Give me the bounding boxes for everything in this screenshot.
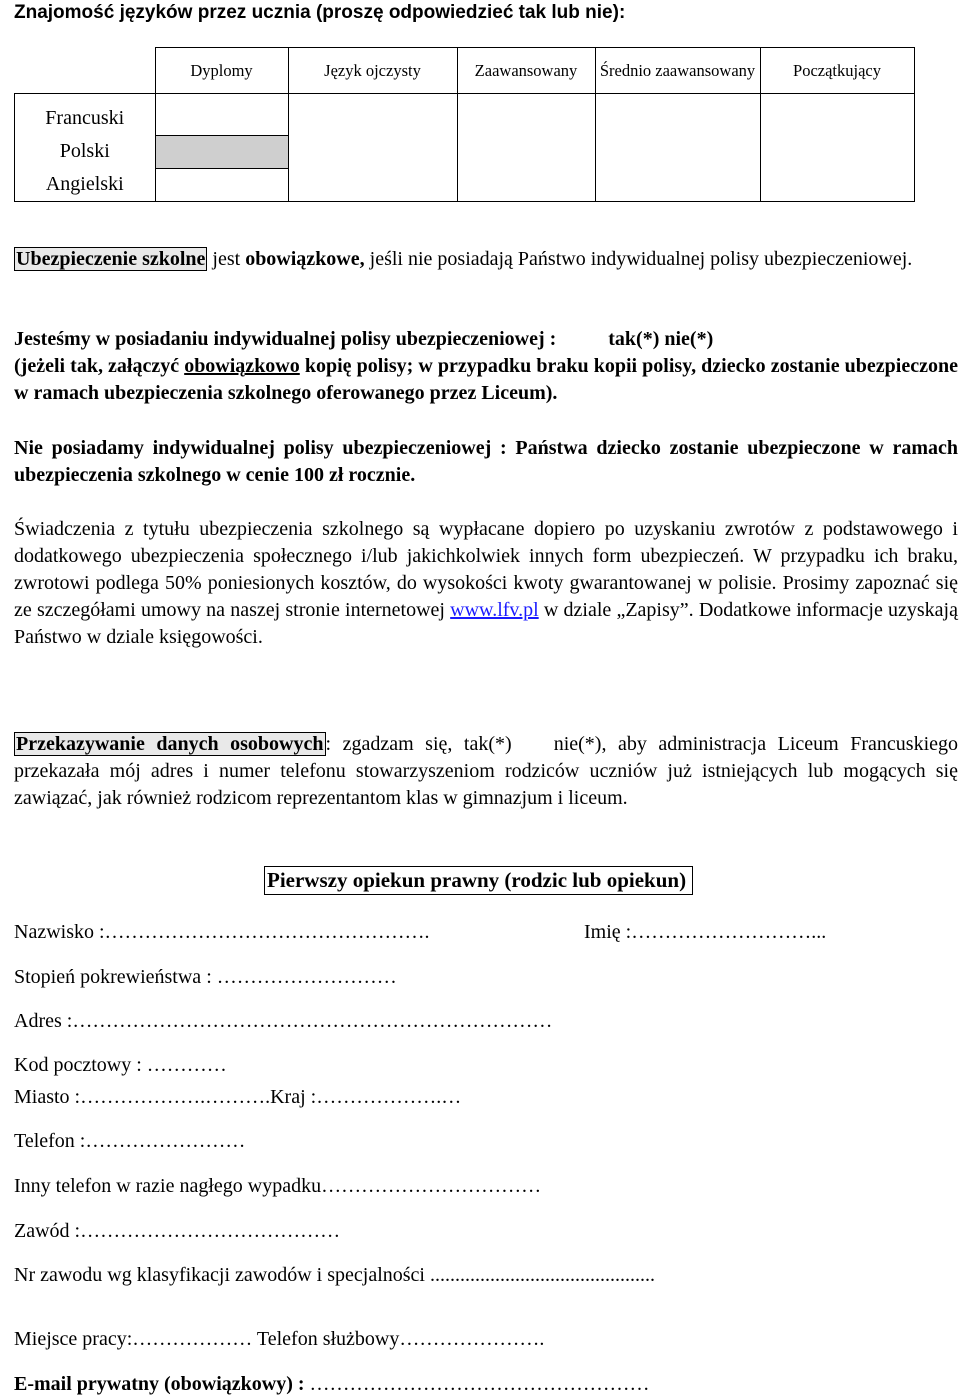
header-beginner: Początkujący (760, 48, 914, 94)
policy-options: tak(*) nie(*) (608, 328, 714, 350)
data-transfer-label: Przekazywanie danych osobowych (16, 733, 324, 755)
city-country-field[interactable]: Miasto :……………….……….Kraj :……………….… (14, 1086, 462, 1108)
phone-field[interactable]: Telefon :…………………… (14, 1130, 246, 1152)
email-label: E-mail prywatny (obowiązkowy) : (14, 1373, 305, 1395)
table-cell-gray (155, 135, 288, 168)
table-cell (595, 168, 760, 202)
email-field[interactable]: E-mail prywatny (obowiązkowy) : …………………………………………… (14, 1373, 650, 1395)
table-cell (760, 135, 914, 168)
table-cell (457, 168, 595, 202)
table-cell (760, 168, 914, 202)
table-cell (595, 135, 760, 168)
row-label-polish: Polski (15, 135, 156, 168)
profession-field[interactable]: Zawód :………………………………… (14, 1220, 341, 1242)
header-diplomas: Dyplomy (155, 48, 288, 94)
emergency-phone-field[interactable]: Inny telefon w razie nagłego wypadku…………………………… (14, 1175, 542, 1197)
row-label-english: Angielski (15, 168, 156, 202)
table-cell (288, 94, 457, 136)
website-link[interactable]: www.lfv.pl (450, 599, 539, 621)
language-heading: Znajomość języków przez ucznia (proszę odpowiedzieć tak lub nie): (14, 2, 626, 23)
language-table (14, 47, 915, 202)
profession-code-field[interactable]: Nr zawodu wg klasyfikacji zawodów i specjalności ............................................. (14, 1264, 655, 1286)
table-cell (760, 94, 914, 136)
table-cell (457, 94, 595, 136)
header-native: Język ojczysty (288, 48, 457, 94)
table-cell (155, 168, 288, 202)
table-cell (155, 94, 288, 136)
guardian-title: Pierwszy opiekun prawny (rodzic lub opiekun) (264, 866, 693, 895)
surname-field[interactable]: Nazwisko :…………………………………………. (14, 921, 430, 943)
relationship-field[interactable]: Stopień pokrewieństwa : ……………………… (14, 966, 397, 988)
table-cell (288, 135, 457, 168)
have-policy-paragraph: Jesteśmy w posiadaniu indywidualnej polisy ubezpieczeniowej : tak(*) nie(*) (jeżeli tak, załączyć obowiązkowo kopię polisy; w przypadku braku kopii polisy, dziecko zostanie ubezpieczone w ramach ubezpieczenia szkolnego oferowanego przez Liceum). (14, 328, 958, 404)
table-cell (595, 94, 760, 136)
row-label-french: Francuski (15, 94, 156, 136)
postcode-field[interactable]: Kod pocztowy : ………… (14, 1054, 227, 1076)
no-policy-paragraph: Nie posiadamy indywidualnej polisy ubezpieczeniowej : Państwa dziecko zostanie ubezpieczone w ramach ubezpieczenia szkolnego w cenie 100 zł rocznie. (14, 437, 958, 486)
workplace-field[interactable]: Miejsce pracy:……………… Telefon służbowy…………………. (14, 1328, 545, 1350)
header-intermediate: Średnio zaawansowany (595, 48, 760, 94)
benefits-paragraph: Świadczenia z tytułu ubezpieczenia szkolnego są wypłacane dopiero po uzyskaniu zwrotów z podstawowego i dodatkowego ubezpieczenia społecznego i/lub jakichkolwiek innych form ubezpieczeń. W przypadku ich braku, zwrotowi podlega 50% poniesionych kosztów, do wysokości kwoty gwarantowanej w polisie. Prosimy zapoznać się ze szczegółami umowy na naszej stronie internetowej www.lfv.pl w dziale „Zapisy”. Dodatkowe informacje uzyskają Państwo w dziale księgowości. (14, 518, 958, 648)
data-transfer-paragraph: Przekazywanie danych osobowych : zgadzam się, tak(*) nie(*), aby administracja Liceum Francuskiego przekazała mój adres i numer telefonu stowarzyszeniom rodziców uczniów już istniejących lub mogących się zawiązać, jak również rodzicom reprezentantom klas w gimnazjum i liceum. (14, 733, 959, 809)
header-advanced: Zaawansowany (457, 48, 595, 94)
table-cell (288, 168, 457, 202)
table-cell (457, 135, 595, 168)
firstname-field[interactable]: Imię :………………………... (584, 921, 827, 943)
insurance-paragraph: Ubezpieczenie szkolne jest obowiązkowe, jeśli nie posiadają Państwo indywidualnej polisy ubezpieczeniowej. (16, 248, 913, 270)
address-field[interactable]: Adres :……………………………………………………………… (14, 1010, 553, 1032)
insurance-label: Ubezpieczenie szkolne (16, 248, 206, 270)
